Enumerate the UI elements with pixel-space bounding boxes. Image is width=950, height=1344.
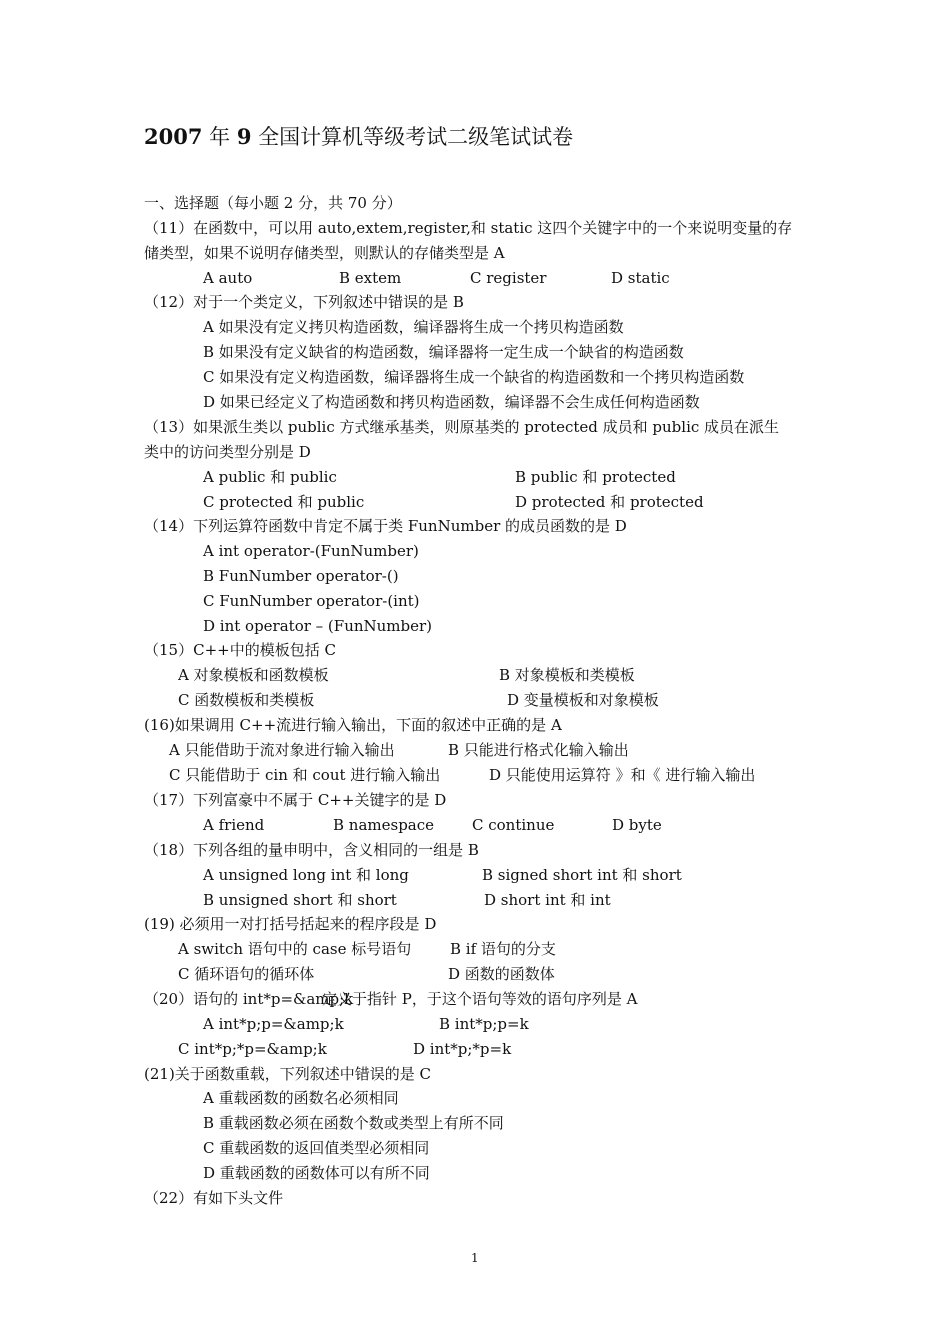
q20-option-c: C int*p;*p=&amp;k (178, 1040, 327, 1058)
q15-option-b: B 对象模板和类模板 (499, 666, 635, 684)
q19-stem: (19) 必须用一对打括号括起来的程序段是 D (144, 915, 437, 933)
q20-option-a: A int*p;p=&amp;k (203, 1015, 344, 1033)
page-number: 1 (471, 1251, 479, 1265)
q15-option-c: C 函数模板和类模板 (178, 691, 315, 709)
q11-stem-line1: （11）在函数中，可以用 auto,extem,register,和 static 这四个关键字中的一个来说明变量的存 (144, 219, 793, 237)
q11-stem-line2: 储类型，如果不说明存储类型，则默认的存储类型是 A (144, 244, 505, 262)
q11-option-c: C register (470, 269, 547, 287)
q17-stem: （17）下列富豪中不属于 C++关键字的是 D (144, 791, 447, 809)
q13-option-d: D protected 和 protected (515, 493, 704, 511)
q13-option-c: C protected 和 public (203, 493, 365, 511)
q19-option-b: B if 语句的分支 (450, 940, 556, 958)
q17-option-b: B namespace (333, 816, 435, 834)
q12-option-d: D 如果已经定义了构造函数和拷贝构造函数，编译器不会生成任何构造函数 (203, 393, 700, 411)
q21-stem: (21)关于函数重载，下列叙述中错误的是 C (144, 1065, 432, 1083)
q21-option-b: B 重载函数必须在函数个数或类型上有所不同 (203, 1114, 504, 1132)
q16-option-d: D 只能使用运算符 》和《 进行输入输出 (489, 766, 756, 784)
q13-option-a: A public 和 public (203, 468, 337, 486)
q18-option-b: B signed short int 和 short (482, 866, 682, 884)
q21-option-c: C 重载函数的返回值类型必须相同 (203, 1139, 430, 1157)
q18-option-a: A unsigned long int 和 long (203, 866, 409, 884)
q14-option-c: C FunNumber operator-(int) (203, 592, 420, 610)
q20-option-d: D int*p;*p=k (413, 1040, 512, 1058)
q12-option-c: C 如果没有定义构造函数，编译器将生成一个缺省的构造函数和一个拷贝构造函数 (203, 368, 745, 386)
q22-stem: （22）有如下头文件 (144, 1189, 284, 1207)
q16-option-c: C 只能借助于 cin 和 cout 进行输入输出 (169, 766, 441, 784)
q14-option-b: B FunNumber operator-() (203, 567, 399, 585)
q17-option-c: C continue (472, 816, 555, 834)
q14-option-d: D int operator – (FunNumber) (203, 617, 433, 635)
page-title: 2007 年 9 全国计算机等级考试二级笔试试卷 (144, 124, 574, 149)
q13-stem-line1: （13）如果派生类以 public 方式继承基类，则原基类的 protected 成员和 public 成员在派生 (144, 418, 780, 436)
q17-option-d: D byte (612, 816, 662, 834)
q12-option-b: B 如果没有定义缺省的构造函数，编译器将一定生成一个缺省的构造函数 (203, 343, 684, 361)
q19-option-c: C 循环语句的循环体 (178, 965, 315, 983)
q19-option-a: A switch 语句中的 case 标号语句 (178, 940, 412, 958)
q11-option-d: D static (611, 269, 670, 287)
q16-option-b: B 只能进行格式化输入输出 (448, 741, 629, 759)
q20-stem-part1: （20）语句的 int*p=&amp;k (144, 990, 354, 1008)
q18-option-d: D short int 和 int (484, 891, 611, 909)
q13-stem-line2: 类中的访问类型分别是 D (144, 443, 311, 461)
q11-option-a: A auto (203, 269, 253, 287)
q21-option-d: D 重载函数的函数体可以有所不同 (203, 1164, 430, 1182)
q18-stem: （18）下列各组的量申明中，含义相同的一组是 B (144, 841, 479, 859)
section-heading: 一、选择题（每小题 2 分，共 70 分） (144, 194, 402, 212)
q14-stem: （14）下列运算符函数中肯定不属于类 FunNumber 的成员函数的是 D (144, 517, 627, 535)
q13-option-b: B public 和 protected (515, 468, 676, 486)
q14-option-a: A int operator-(FunNumber) (203, 542, 419, 560)
q17-option-a: A friend (203, 816, 265, 834)
q20-stem-part2: 定义于指针 P，于这个语句等效的语句序列是 A (322, 990, 638, 1008)
q18-option-c: B unsigned short 和 short (203, 891, 397, 909)
q12-stem: （12）对于一个类定义，下列叙述中错误的是 B (144, 293, 464, 311)
q20-option-b: B int*p;p=k (439, 1015, 529, 1033)
q15-option-a: A 对象模板和函数模板 (178, 666, 329, 684)
q11-option-b: B extem (339, 269, 402, 287)
q21-option-a: A 重载函数的函数名必须相同 (203, 1089, 399, 1107)
q15-stem: （15）C++中的模板包括 C (144, 641, 336, 659)
q12-option-a: A 如果没有定义拷贝构造函数，编译器将生成一个拷贝构造函数 (203, 318, 624, 336)
q16-option-a: A 只能借助于流对象进行输入输出 (169, 741, 395, 759)
q15-option-d: D 变量模板和对象模板 (507, 691, 659, 709)
q19-option-d: D 函数的函数体 (448, 965, 555, 983)
q16-stem: (16)如果调用 C++流进行输入输出，下面的叙述中正确的是 A (144, 716, 562, 734)
